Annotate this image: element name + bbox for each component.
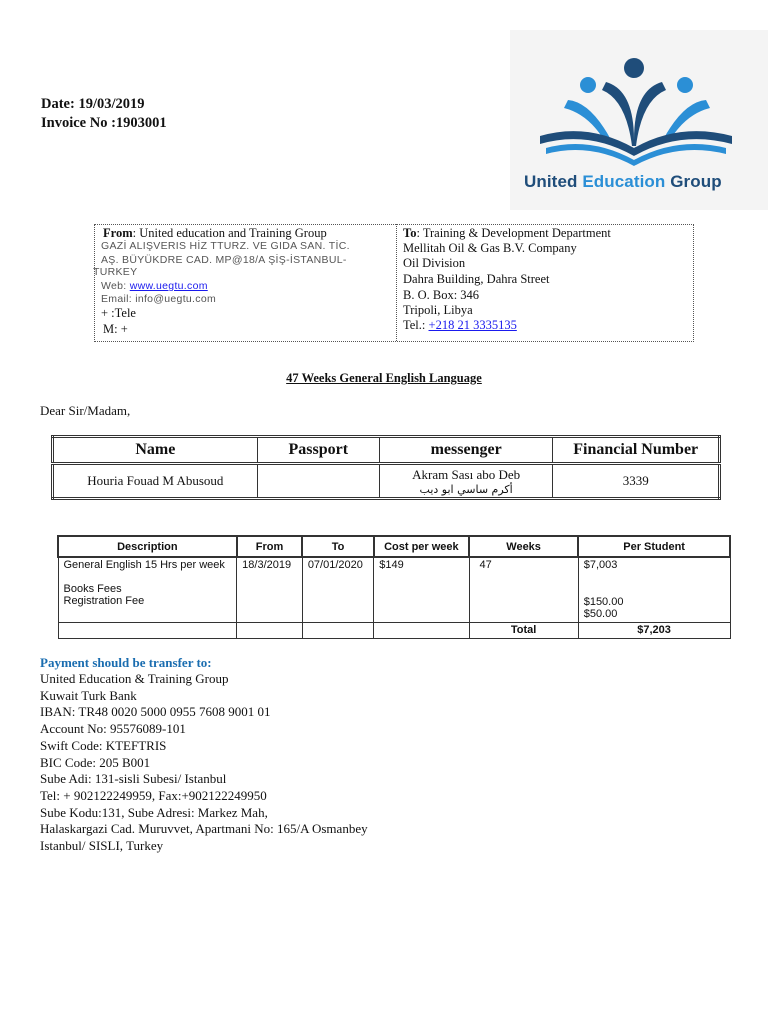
messenger-arabic: أكرم ساسي ابو ديب	[419, 482, 513, 496]
total-label: Total	[469, 623, 578, 639]
student-table	[51, 435, 721, 500]
to-tel-link[interactable]: +218 21 3335135	[428, 318, 517, 332]
student-name: Houria Fouad M Abusoud	[53, 464, 258, 499]
payment-line: Sube Kodu:131, Sube Adresi: Markez Mah,	[40, 804, 268, 820]
col-financial-number: Financial Number	[553, 437, 720, 464]
to-tel-line	[403, 318, 517, 333]
col-messenger: messenger	[379, 437, 553, 464]
invoice-number: Invoice No :1903001	[41, 115, 167, 131]
payment-line: Kuwait Turk Bank	[40, 687, 137, 703]
payment-line: Swift Code: KTEFTRIS	[40, 737, 167, 753]
payment-line: Halaskargazi Cad. Muruvvet, Apartmani No: 165/A Osmanbey	[40, 821, 368, 837]
to-label: To	[403, 226, 417, 240]
payment-details	[40, 671, 368, 855]
to-building: Dahra Building, Dahra Street	[403, 272, 550, 286]
per-student-books: $150.00	[583, 596, 624, 608]
address-divider	[396, 224, 397, 341]
payment-line: IBAN: TR48 0020 5000 0955 7608 9001 01	[40, 704, 271, 720]
logo-word-group: Group	[665, 172, 722, 191]
desc-books: Books Fees	[63, 583, 122, 595]
to-line	[403, 226, 611, 241]
table-row	[58, 557, 730, 623]
to-dept: : Training & Development Department	[416, 226, 611, 240]
student-table-header	[53, 437, 720, 464]
logo-word-united: United	[524, 172, 583, 191]
col-cost-per-week: Cost per week	[374, 536, 469, 557]
from-web-line	[101, 280, 208, 292]
to-city: Tripoli, Libya	[403, 303, 473, 317]
cost-from: 18/3/2019	[237, 557, 303, 623]
invoice-subject: 47 Weeks General English Language	[286, 371, 482, 385]
to-division: Oil Division	[403, 256, 466, 270]
col-description: Description	[58, 536, 237, 557]
col-from: From	[237, 536, 303, 557]
cost-per-student	[578, 557, 730, 623]
payment-line: Sube Adi: 131-sisli Subesi/ Istanbul	[40, 771, 227, 787]
from-email: Email: info@uegtu.com	[101, 293, 217, 305]
logo-word-education: Education	[582, 172, 666, 191]
cost-description	[58, 557, 237, 623]
payment-line: Tel: + 902122249959, Fax:+902122249950	[40, 787, 267, 803]
per-student-registration: $50.00	[583, 608, 618, 620]
cost-table	[57, 535, 731, 639]
col-to: To	[302, 536, 373, 557]
total-row	[58, 623, 730, 639]
to-company: Mellitah Oil & Gas B.V. Company	[403, 241, 577, 255]
student-financial-number: 3339	[553, 464, 720, 499]
invoice-date: Date: 19/03/2019	[41, 96, 145, 112]
student-passport	[257, 464, 379, 499]
table-row	[53, 464, 720, 499]
per-student-course: $7,003	[583, 559, 618, 571]
from-label: From	[103, 226, 133, 240]
to-box: B. O. Box: 346	[403, 288, 480, 302]
from-address-1: GAZİ ALIŞVERIS HİZ TTURZ. VE GIDA SAN. TİC.	[101, 240, 350, 252]
from-tele: + :Tele	[101, 306, 136, 320]
from-web-link[interactable]: www.uegtu.com	[129, 280, 208, 292]
from-name: : United education and Training Group	[132, 226, 327, 240]
col-passport: Passport	[257, 437, 379, 464]
from-address-3: TURKEY	[93, 266, 138, 278]
from-web-label: Web:	[101, 280, 130, 292]
col-per-student: Per Student	[578, 536, 730, 557]
logo-wordmark	[524, 172, 722, 192]
cost-to: 07/01/2020	[302, 557, 373, 623]
payment-title: Payment should be transfer to:	[40, 655, 212, 670]
cost-table-header	[58, 536, 730, 557]
student-messenger	[379, 464, 553, 499]
payment-line: BIC Code: 205 B001	[40, 754, 151, 770]
desc-course: General English 15 Hrs per week	[63, 559, 225, 571]
from-mobile: M: +	[103, 322, 128, 336]
payment-line: United Education & Training Group	[40, 671, 229, 686]
cost-weeks: 47	[469, 557, 578, 623]
messenger-latin: Akram Sası abo Deb	[412, 466, 521, 482]
total-value: $7,203	[578, 623, 730, 639]
from-address-2: AŞ. BÜYÜKDRE CAD. MP@18/A ŞİŞ-İSTANBUL-	[101, 254, 347, 266]
col-weeks: Weeks	[469, 536, 578, 557]
cost-per-week: $149	[374, 557, 469, 623]
greeting: Dear Sir/Madam,	[40, 403, 131, 418]
desc-registration: Registration Fee	[63, 595, 145, 607]
payment-line: Istanbul/ SISLI, Turkey	[40, 838, 164, 854]
from-line	[103, 226, 327, 241]
col-name: Name	[53, 437, 258, 464]
to-tel-label: Tel.:	[403, 318, 429, 332]
payment-line: Account No: 95576089-101	[40, 721, 186, 737]
